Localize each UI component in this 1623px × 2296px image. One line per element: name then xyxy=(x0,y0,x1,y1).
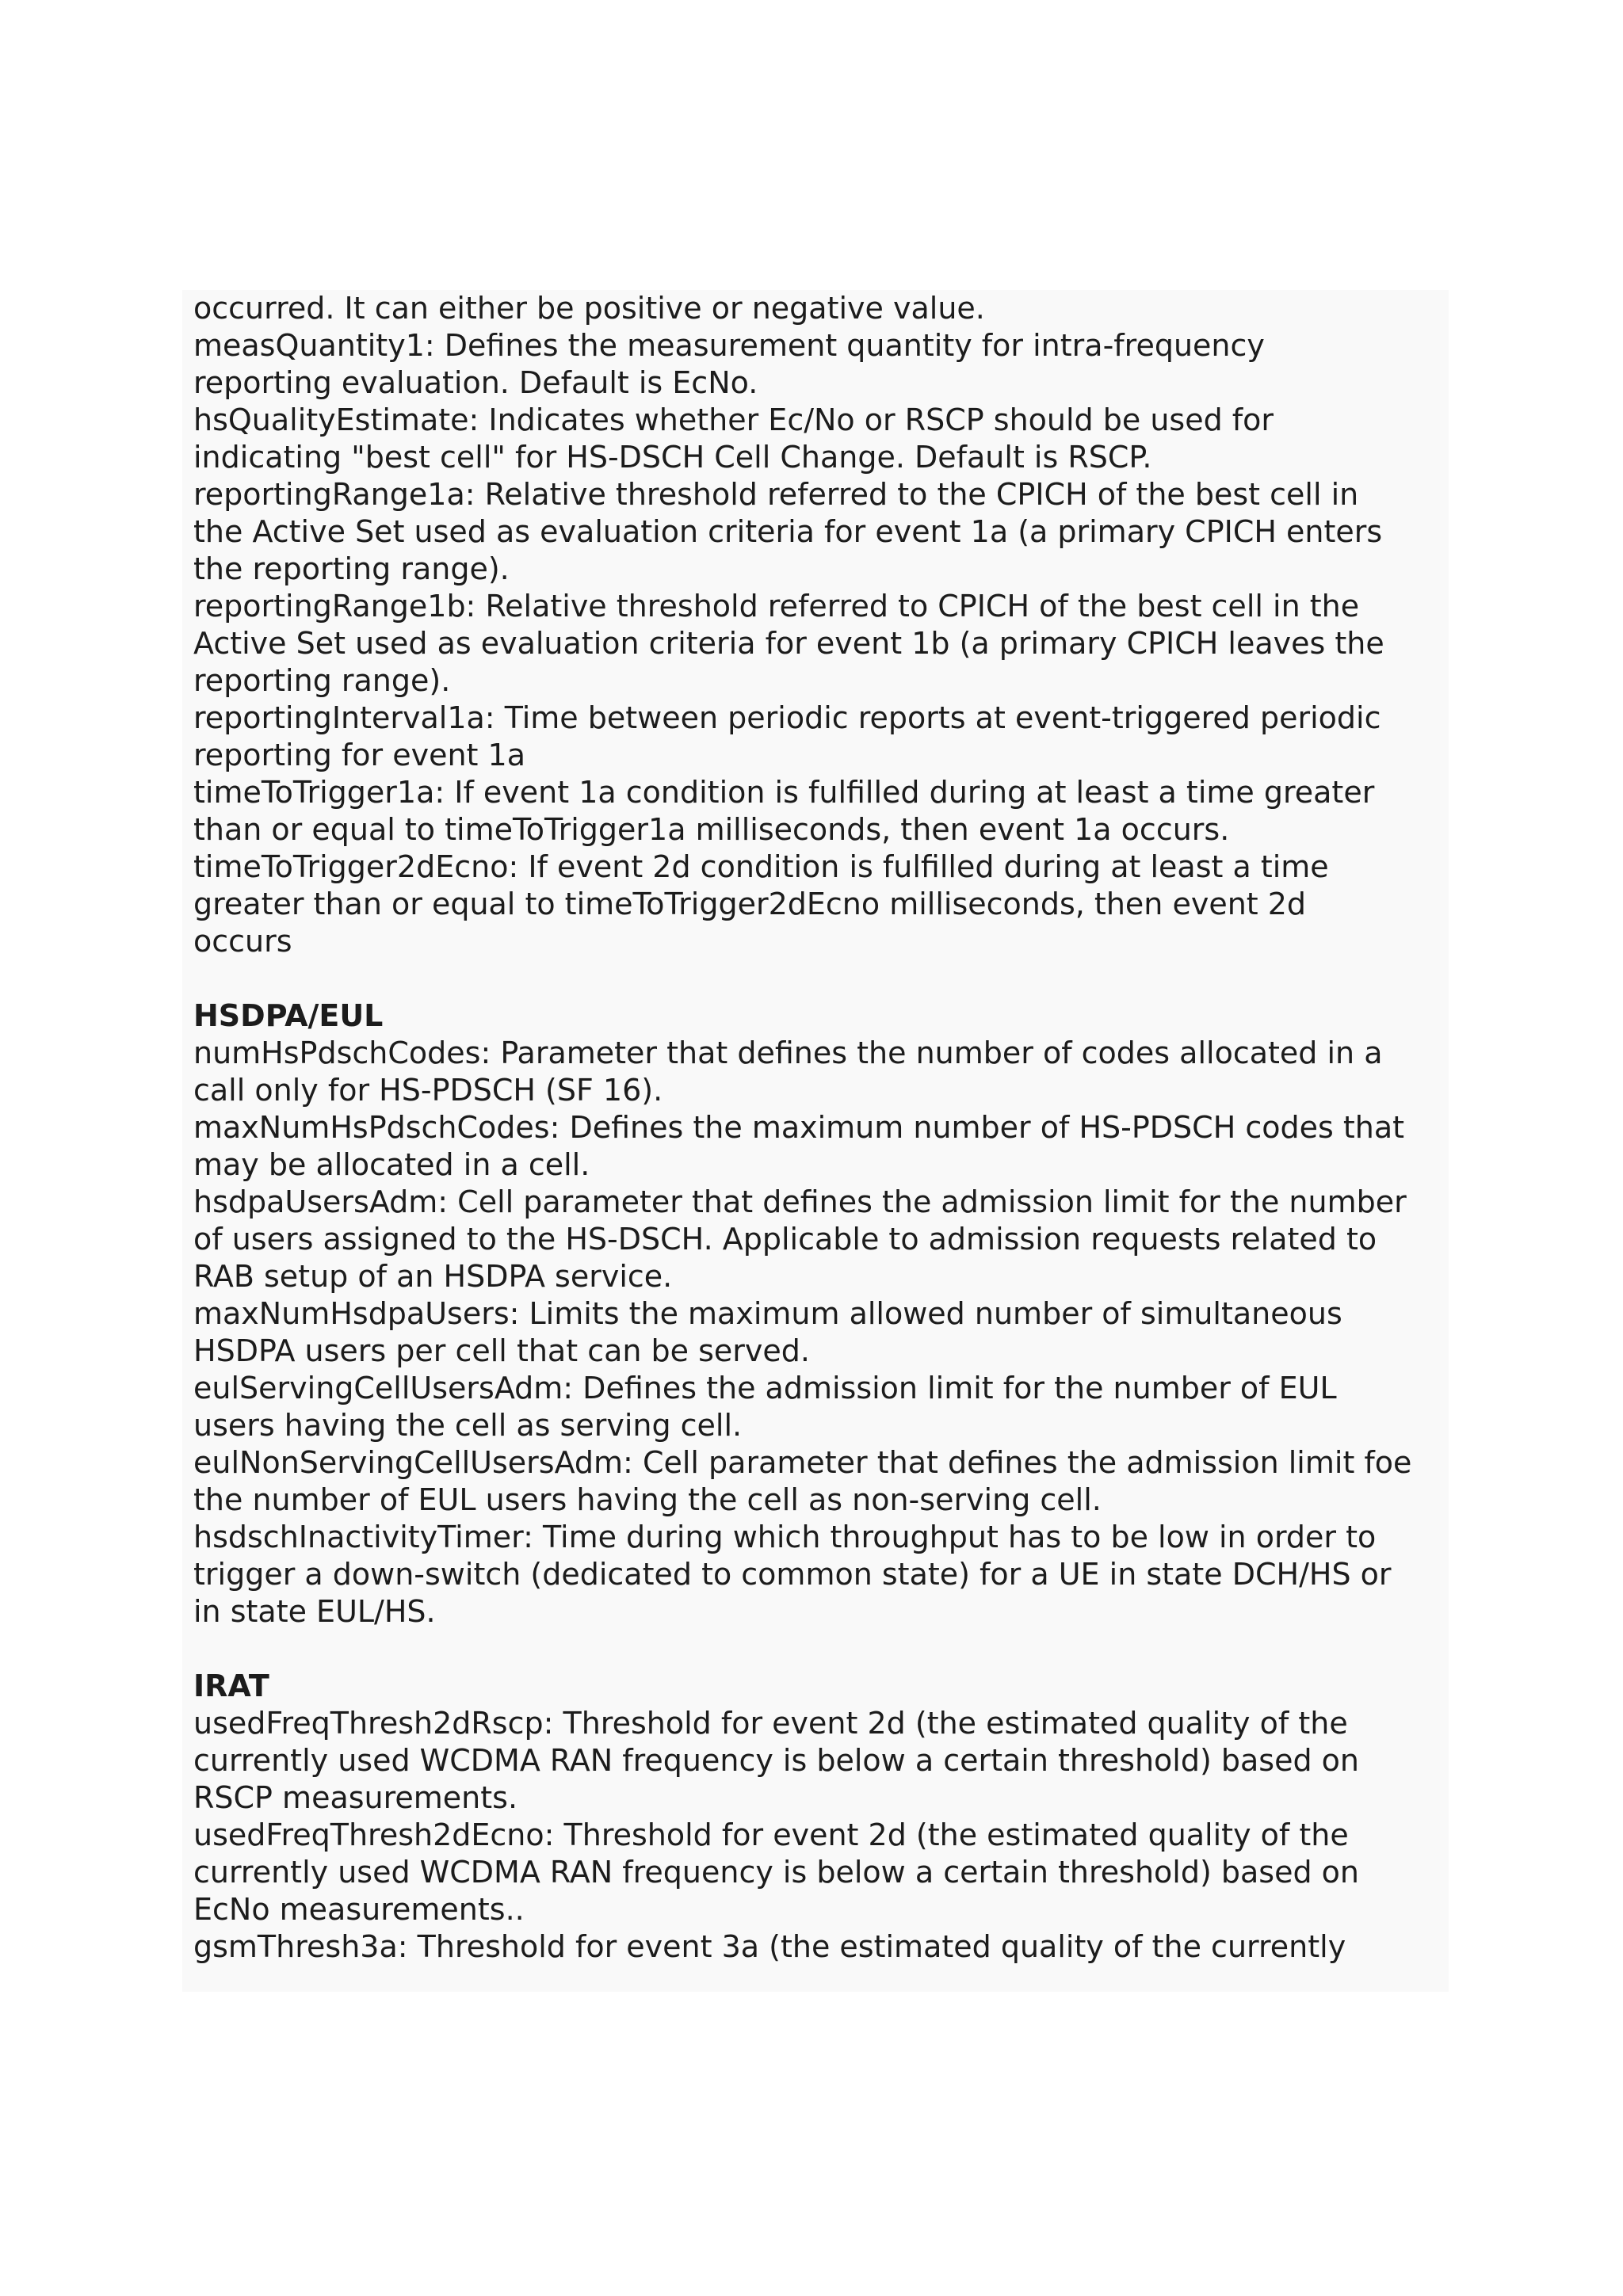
text-line: eulServingCellUsersAdm: Defines the admission limit for the number of EUL xyxy=(193,1371,1337,1405)
text-line: reportingRange1a: Relative threshold referred to the CPICH of the best cell in xyxy=(193,477,1359,512)
text-line: HSDPA users per cell that can be served. xyxy=(193,1333,810,1368)
text-line: timeToTrigger1a: If event 1a condition is fulfilled during at least a time greater xyxy=(193,775,1375,810)
section-hsdpa-eul-parameters xyxy=(193,1035,1449,1630)
text-line: timeToTrigger2dEcno: If event 2d condition is fulfilled during at least a time xyxy=(193,849,1329,884)
text-line: indicating "best cell" for HS-DSCH Cell Change. Default is RSCP. xyxy=(193,440,1152,475)
text-line: may be allocated in a cell. xyxy=(193,1147,590,1182)
text-line: hsQualityEstimate: Indicates whether Ec/No or RSCP should be used for xyxy=(193,402,1274,437)
section-measurement-parameters xyxy=(193,290,1449,960)
text-line: greater than or equal to timeToTrigger2dEcno milliseconds, then event 2d xyxy=(193,887,1307,921)
text-line: EcNo measurements.. xyxy=(193,1892,525,1927)
text-line: RSCP measurements. xyxy=(193,1780,518,1815)
text-line: measQuantity1: Defines the measurement quantity for intra-frequency xyxy=(193,328,1265,363)
text-line: users having the cell as serving cell. xyxy=(193,1408,743,1443)
text-line: call only for HS-PDSCH (SF 16). xyxy=(193,1073,663,1108)
text-line: maxNumHsPdschCodes: Defines the maximum number of HS-PDSCH codes that xyxy=(193,1110,1405,1145)
paragraph-spacer xyxy=(193,960,1449,997)
text-line: reportingRange1b: Relative threshold referred to CPICH of the best cell in the xyxy=(193,589,1360,624)
text-line: RAB setup of an HSDPA service. xyxy=(193,1259,673,1294)
text-line: of users assigned to the HS-DSCH. Applicable to admission requests related to xyxy=(193,1222,1377,1257)
text-line: gsmThresh3a: Threshold for event 3a (the estimated quality of the currently xyxy=(193,1929,1346,1964)
text-line: usedFreqThresh2dRscp: Threshold for event 2d (the estimated quality of the xyxy=(193,1706,1348,1741)
text-line: currently used WCDMA RAN frequency is below a certain threshold) based on xyxy=(193,1855,1359,1890)
heading-hsdpa-eul: HSDPA/EUL xyxy=(193,998,384,1033)
text-line: hsdschInactivityTimer: Time during which throughput has to be low in order to xyxy=(193,1520,1377,1554)
text-line: the Active Set used as evaluation criteria for event 1a (a primary CPICH enters xyxy=(193,514,1383,549)
text-line: currently used WCDMA RAN frequency is below a certain threshold) based on xyxy=(193,1743,1359,1778)
text-line: trigger a down-switch (dedicated to common state) for a UE in state DCH/HS or xyxy=(193,1557,1392,1592)
text-line: reporting range). xyxy=(193,663,451,698)
heading-irat: IRAT xyxy=(193,1669,269,1703)
text-line: in state EUL/HS. xyxy=(193,1594,436,1629)
section-irat-parameters xyxy=(193,1705,1449,1966)
document-text-block xyxy=(182,290,1449,1992)
text-line: hsdpaUsersAdm: Cell parameter that defines the admission limit for the number xyxy=(193,1184,1407,1219)
text-line: reporting for event 1a xyxy=(193,738,526,772)
text-line: reportingInterval1a: Time between periodic reports at event-triggered periodic xyxy=(193,700,1381,735)
text-line: reporting evaluation. Default is EcNo. xyxy=(193,365,758,400)
text-line: the number of EUL users having the cell as non-serving cell. xyxy=(193,1482,1102,1517)
text-line: Active Set used as evaluation criteria for event 1b (a primary CPICH leaves the xyxy=(193,626,1384,661)
text-line: eulNonServingCellUsersAdm: Cell parameter that defines the admission limit foe xyxy=(193,1445,1412,1480)
text-line: maxNumHsdpaUsers: Limits the maximum allowed number of simultaneous xyxy=(193,1296,1342,1331)
text-line: numHsPdschCodes: Parameter that defines the number of codes allocated in a xyxy=(193,1035,1383,1070)
text-line: usedFreqThresh2dEcno: Threshold for event 2d (the estimated quality of the xyxy=(193,1817,1349,1852)
paragraph-spacer xyxy=(193,1630,1449,1668)
text-line: the reporting range). xyxy=(193,551,510,586)
text-line: occurred. It can either be positive or negative value. xyxy=(193,291,985,326)
text-line: occurs xyxy=(193,924,292,959)
text-line: than or equal to timeToTrigger1a milliseconds, then event 1a occurs. xyxy=(193,812,1230,847)
